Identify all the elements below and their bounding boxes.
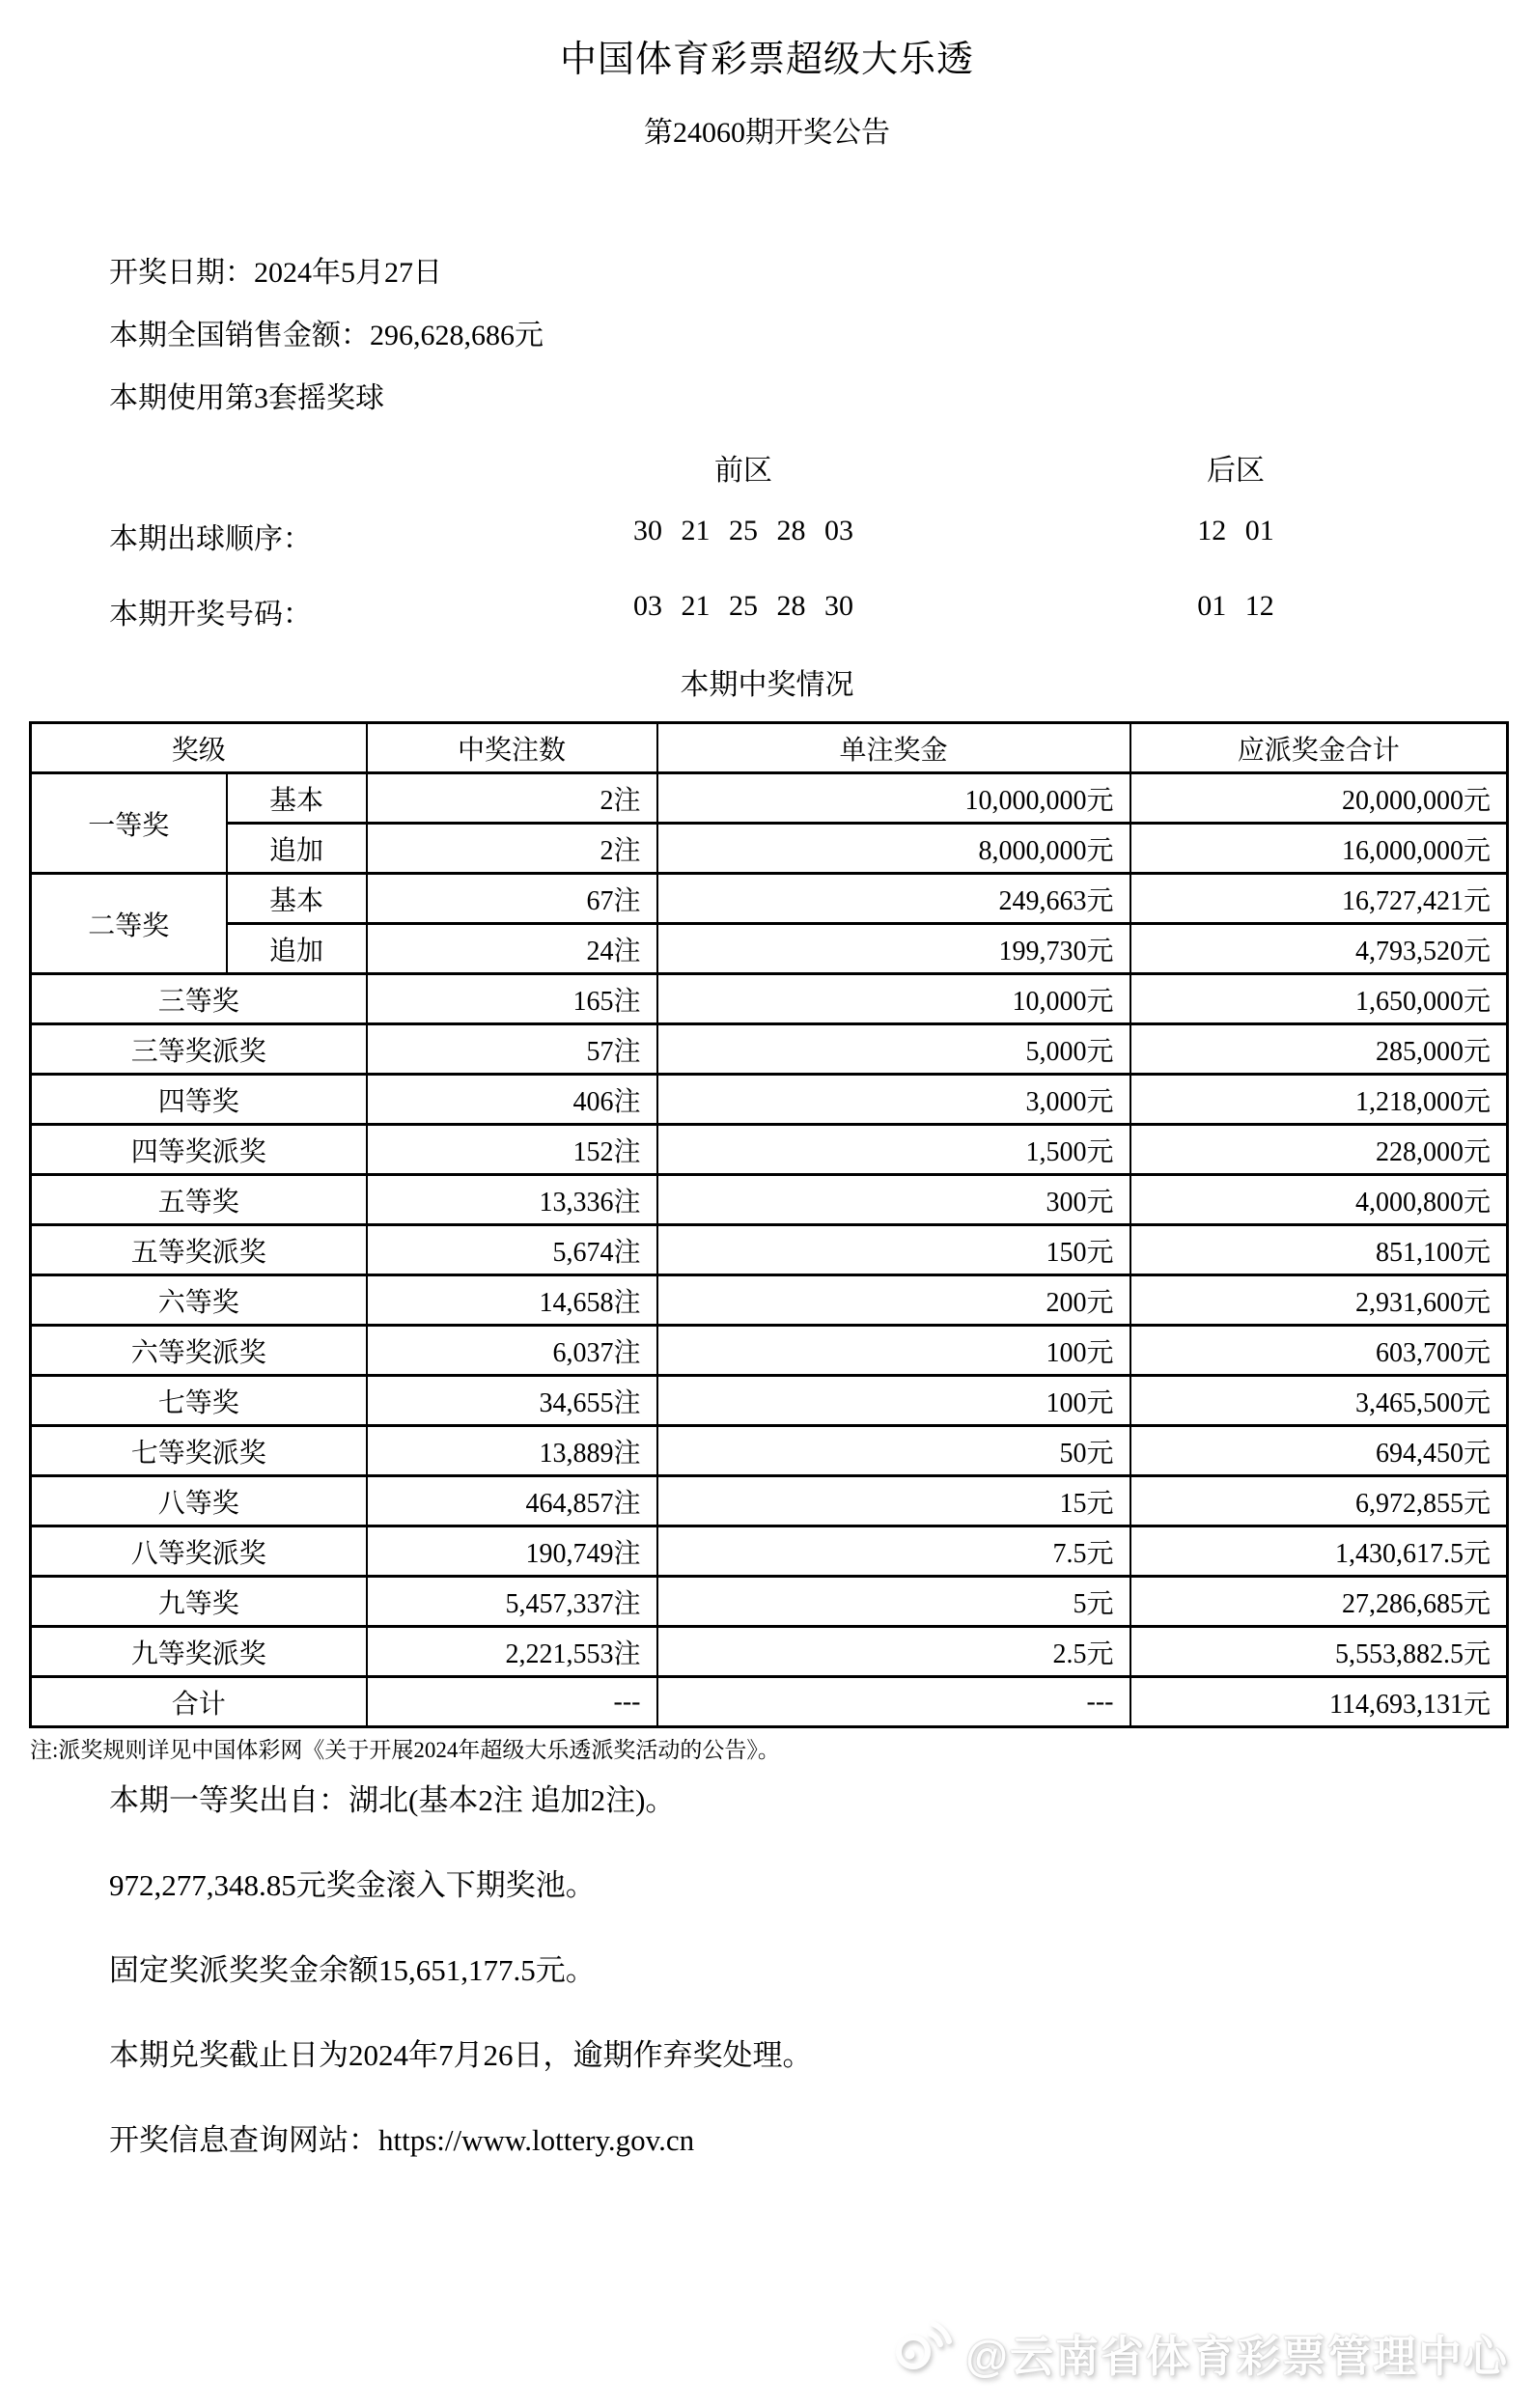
table-row — [31, 1125, 1508, 1175]
prize-name: 五等奖 — [31, 1175, 367, 1225]
cell-count: 67注 — [367, 874, 657, 924]
cell-count: --- — [367, 1677, 657, 1727]
table-header-row — [31, 723, 1508, 773]
cell-count: 14,658注 — [367, 1275, 657, 1326]
draw-info-block — [109, 241, 544, 430]
weibo-watermark — [892, 2321, 1509, 2384]
draw-date: 开奖日期：2024年5月27日 — [109, 257, 442, 289]
table-row — [31, 1326, 1508, 1376]
cell-count: 13,889注 — [367, 1426, 657, 1476]
tier2-name: 二等奖 — [31, 874, 227, 974]
table-row — [31, 974, 1508, 1024]
tier1-extra-label: 追加 — [227, 824, 367, 874]
cell-single: 15元 — [657, 1476, 1130, 1526]
prize-name: 六等奖 — [31, 1275, 367, 1326]
table-row — [31, 874, 1508, 924]
cell-count: 2注 — [367, 824, 657, 874]
sales-amount: 本期全国销售金额：296,628,686元 — [109, 320, 544, 351]
ball-set: 本期使用第3套摇奖球 — [109, 382, 384, 414]
winnings-section-title: 本期中奖情况 — [680, 669, 854, 701]
footer-notes — [109, 1758, 813, 2183]
cell-single: 200元 — [657, 1275, 1130, 1326]
table-row — [31, 773, 1508, 824]
cell-single: 50元 — [657, 1426, 1130, 1476]
first-prize-origin: 本期一等奖出自：湖北(基本2注 追加2注)。 — [109, 1783, 676, 1817]
claim-deadline: 本期兑奖截止日为2024年7月26日，逾期作弃奖处理。 — [109, 2038, 813, 2072]
table-row — [31, 1426, 1508, 1476]
cell-total: 1,218,000元 — [1130, 1075, 1508, 1125]
prize-name: 八等奖派奖 — [31, 1526, 367, 1577]
cell-single: 249,663元 — [657, 874, 1130, 924]
prize-name: 八等奖 — [31, 1476, 367, 1526]
cell-total: 228,000元 — [1130, 1125, 1508, 1175]
tier2-basic-label: 基本 — [227, 874, 367, 924]
cell-total: 6,972,855元 — [1130, 1476, 1508, 1526]
cell-single: 8,000,000元 — [657, 824, 1130, 874]
prize-name: 六等奖派奖 — [31, 1326, 367, 1376]
header-total: 应派奖金合计 — [1130, 723, 1508, 773]
winning-numbers-label: 本期开奖号码： — [109, 599, 312, 630]
cell-total: 1,430,617.5元 — [1130, 1526, 1508, 1577]
cell-total: 2,931,600元 — [1130, 1275, 1508, 1326]
cell-count: 165注 — [367, 974, 657, 1024]
ball-order-front-numbers: 30 21 25 28 03 — [633, 515, 853, 546]
table-note: 注:派奖规则详见中国体彩网《关于开展2024年超级大乐透派奖活动的公告》。 — [30, 1738, 780, 1762]
table-row — [31, 1627, 1508, 1677]
weibo-icon — [892, 2321, 952, 2384]
table-row — [31, 1526, 1508, 1577]
cell-count: 5,674注 — [367, 1225, 657, 1275]
winning-back-numbers: 01 12 — [1197, 590, 1274, 622]
cell-single: 100元 — [657, 1376, 1130, 1426]
front-zone-label: 前区 — [714, 455, 772, 487]
cell-total: 16,000,000元 — [1130, 824, 1508, 874]
jackpot-rollover: 972,277,348.85元奖金滚入下期奖池。 — [109, 1868, 596, 1902]
page-subtitle: 第24060期开奖公告 — [644, 117, 890, 149]
cell-single: 199,730元 — [657, 924, 1130, 974]
prize-name: 七等奖 — [31, 1376, 367, 1426]
cell-single: 2.5元 — [657, 1627, 1130, 1677]
table-row — [31, 1275, 1508, 1326]
cell-total: 27,286,685元 — [1130, 1577, 1508, 1627]
prize-name: 三等奖 — [31, 974, 367, 1024]
fixed-prize-balance: 固定奖派奖奖金余额15,651,177.5元。 — [109, 1953, 596, 1987]
cell-count: 6,037注 — [367, 1326, 657, 1376]
prize-name: 九等奖 — [31, 1577, 367, 1627]
table-row — [31, 1225, 1508, 1275]
ball-order-back-numbers: 12 01 — [1197, 515, 1274, 546]
cell-count: 5,457,337注 — [367, 1577, 657, 1627]
cell-total: 5,553,882.5元 — [1130, 1627, 1508, 1677]
prize-name: 五等奖派奖 — [31, 1225, 367, 1275]
table-row — [31, 1376, 1508, 1426]
cell-single: 150元 — [657, 1225, 1130, 1275]
table-row — [31, 1476, 1508, 1526]
cell-count: 2注 — [367, 773, 657, 824]
cell-single: 3,000元 — [657, 1075, 1130, 1125]
cell-total: 285,000元 — [1130, 1024, 1508, 1075]
tier1-name: 一等奖 — [31, 773, 227, 874]
cell-count: 190,749注 — [367, 1526, 657, 1577]
cell-single: 300元 — [657, 1175, 1130, 1225]
table-row — [31, 1024, 1508, 1075]
cell-count: 152注 — [367, 1125, 657, 1175]
table-row — [31, 924, 1508, 974]
cell-total: 1,650,000元 — [1130, 974, 1508, 1024]
info-website: 开奖信息查询网站：https://www.lottery.gov.cn — [109, 2123, 695, 2157]
total-row-label: 合计 — [31, 1677, 367, 1727]
cell-single: 5元 — [657, 1577, 1130, 1627]
cell-count: 34,655注 — [367, 1376, 657, 1426]
tier2-extra-label: 追加 — [227, 924, 367, 974]
cell-total: 4,000,800元 — [1130, 1175, 1508, 1225]
cell-total: 3,465,500元 — [1130, 1376, 1508, 1426]
cell-single: --- — [657, 1677, 1130, 1727]
cell-total: 114,693,131元 — [1130, 1677, 1508, 1727]
cell-single: 1,500元 — [657, 1125, 1130, 1175]
table-row — [31, 1577, 1508, 1627]
cell-single: 7.5元 — [657, 1526, 1130, 1577]
header-count: 中奖注数 — [367, 723, 657, 773]
prize-name: 七等奖派奖 — [31, 1426, 367, 1476]
cell-total: 603,700元 — [1130, 1326, 1508, 1376]
back-zone-label: 后区 — [1207, 455, 1265, 487]
header-single: 单注奖金 — [657, 723, 1130, 773]
table-row — [31, 1175, 1508, 1225]
table-row — [31, 1075, 1508, 1125]
cell-single: 5,000元 — [657, 1024, 1130, 1075]
tier1-basic-label: 基本 — [227, 773, 367, 824]
cell-total: 851,100元 — [1130, 1225, 1508, 1275]
cell-single: 100元 — [657, 1326, 1130, 1376]
page-title: 中国体育彩票超级大乐透 — [559, 40, 974, 80]
cell-count: 464,857注 — [367, 1476, 657, 1526]
cell-count: 13,336注 — [367, 1175, 657, 1225]
cell-count: 24注 — [367, 924, 657, 974]
cell-count: 2,221,553注 — [367, 1627, 657, 1677]
prize-name: 九等奖派奖 — [31, 1627, 367, 1677]
cell-count: 57注 — [367, 1024, 657, 1075]
table-total-row — [31, 1677, 1508, 1727]
cell-total: 16,727,421元 — [1130, 874, 1508, 924]
cell-total: 20,000,000元 — [1130, 773, 1508, 824]
watermark-handle: @云南省体育彩票管理中心 — [965, 2332, 1509, 2381]
prize-name: 三等奖派奖 — [31, 1024, 367, 1075]
cell-total: 694,450元 — [1130, 1426, 1508, 1476]
prize-table — [29, 721, 1509, 1728]
cell-count: 406注 — [367, 1075, 657, 1125]
prize-name: 四等奖 — [31, 1075, 367, 1125]
prize-name: 四等奖派奖 — [31, 1125, 367, 1175]
winning-numbers-row — [0, 590, 1534, 629]
cell-single: 10,000元 — [657, 974, 1130, 1024]
cell-total: 4,793,520元 — [1130, 924, 1508, 974]
ball-order-row — [0, 515, 1534, 553]
header-level: 奖级 — [31, 723, 367, 773]
table-row — [31, 824, 1508, 874]
cell-single: 10,000,000元 — [657, 773, 1130, 824]
winning-front-numbers: 03 21 25 28 30 — [633, 590, 853, 622]
ball-order-label: 本期出球顺序： — [109, 523, 312, 555]
